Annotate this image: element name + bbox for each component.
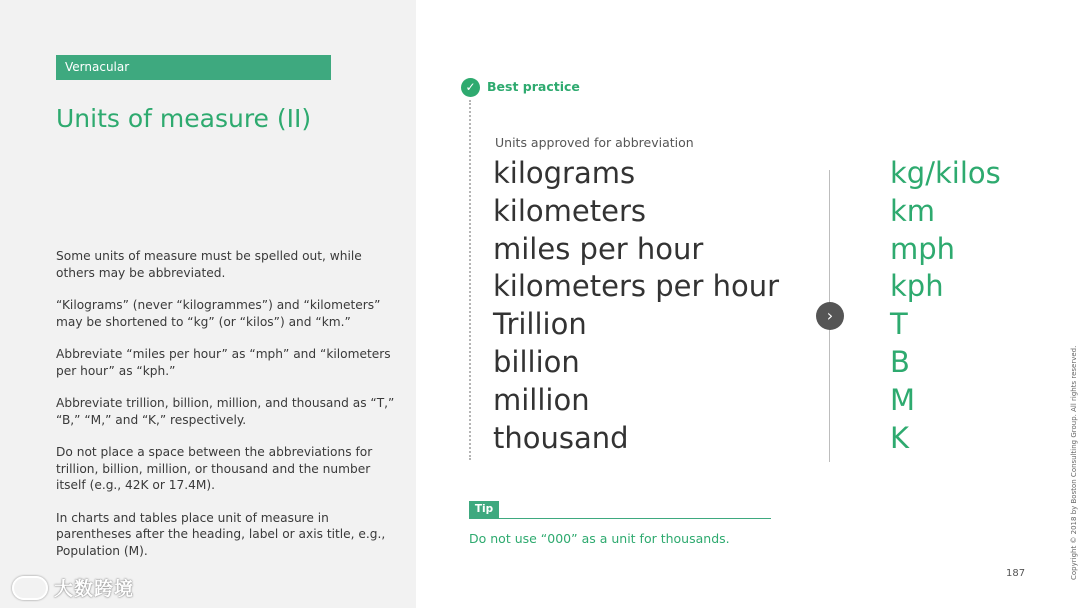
abbreviation-item: km: [890, 193, 936, 228]
tip-text: Do not use “000” as a unit for thousands.: [469, 531, 730, 546]
unit-item: thousand: [493, 420, 629, 455]
page-title: Units of measure (II): [56, 104, 312, 133]
abbreviation-item: K: [890, 420, 910, 455]
guideline-paragraph: “Kilograms” (never “kilogrammes”) and “kilometers” may be shortened to “kg” (or “kilos”) and “km.”: [56, 298, 381, 329]
tip-badge: Tip: [469, 501, 499, 518]
unit-item: kilometers per hour: [493, 269, 780, 304]
guideline-paragraph: In charts and tables place unit of measure in parentheses after the heading, label or axis title, e.g., Population (M).: [56, 510, 386, 558]
guideline-text: [56, 248, 396, 575]
abbreviation-item: M: [890, 382, 916, 417]
best-practice-label: Best practice: [487, 79, 580, 94]
guideline-paragraph: Abbreviate trillion, billion, million, and thousand as “T,” “B,” “M,” and “K,” respectively.: [56, 396, 395, 427]
tip-rule: [469, 518, 771, 519]
abbreviation-item: mph: [890, 231, 956, 266]
watermark: [12, 574, 134, 601]
unit-item: miles per hour: [493, 231, 704, 266]
unit-item: million: [493, 382, 590, 417]
abbreviation-item: kph: [890, 269, 944, 304]
copyright-notice: Copyright © 2018 by Boston Consulting Group. All rights reserved.: [1070, 345, 1078, 580]
chevron-right-icon: ›: [816, 302, 844, 330]
abbreviation-list: [890, 155, 1001, 457]
checkmark-icon: ✓: [461, 78, 480, 97]
guideline-paragraph: Do not place a space between the abbreviations for trillion, billion, million, or thousand and the number itself (e.g., 42K or 17.4M).: [56, 445, 373, 492]
abbreviation-item: kg/kilos: [890, 156, 1001, 190]
section-tag: Vernacular: [56, 55, 331, 80]
dotted-divider: [469, 100, 471, 460]
watermark-text: 大数跨境: [54, 578, 135, 600]
units-caption: Units approved for abbreviation: [495, 135, 694, 150]
unit-item: Trillion: [493, 307, 587, 342]
abbreviation-item: B: [890, 344, 910, 379]
abbreviation-item: T: [890, 307, 908, 342]
unit-item: billion: [493, 344, 580, 379]
sidebar-panel: [0, 0, 416, 608]
watermark-logo-icon: [12, 576, 48, 600]
guideline-paragraph: Abbreviate “miles per hour” as “mph” and “kilometers per hour” as “kph.”: [56, 347, 391, 378]
page-number: 187: [1006, 568, 1026, 579]
unit-item: kilograms: [493, 156, 636, 190]
unit-list: [493, 155, 779, 457]
unit-item: kilometers: [493, 193, 646, 228]
guideline-paragraph: Some units of measure must be spelled out, while others may be abbreviated.: [56, 249, 362, 280]
